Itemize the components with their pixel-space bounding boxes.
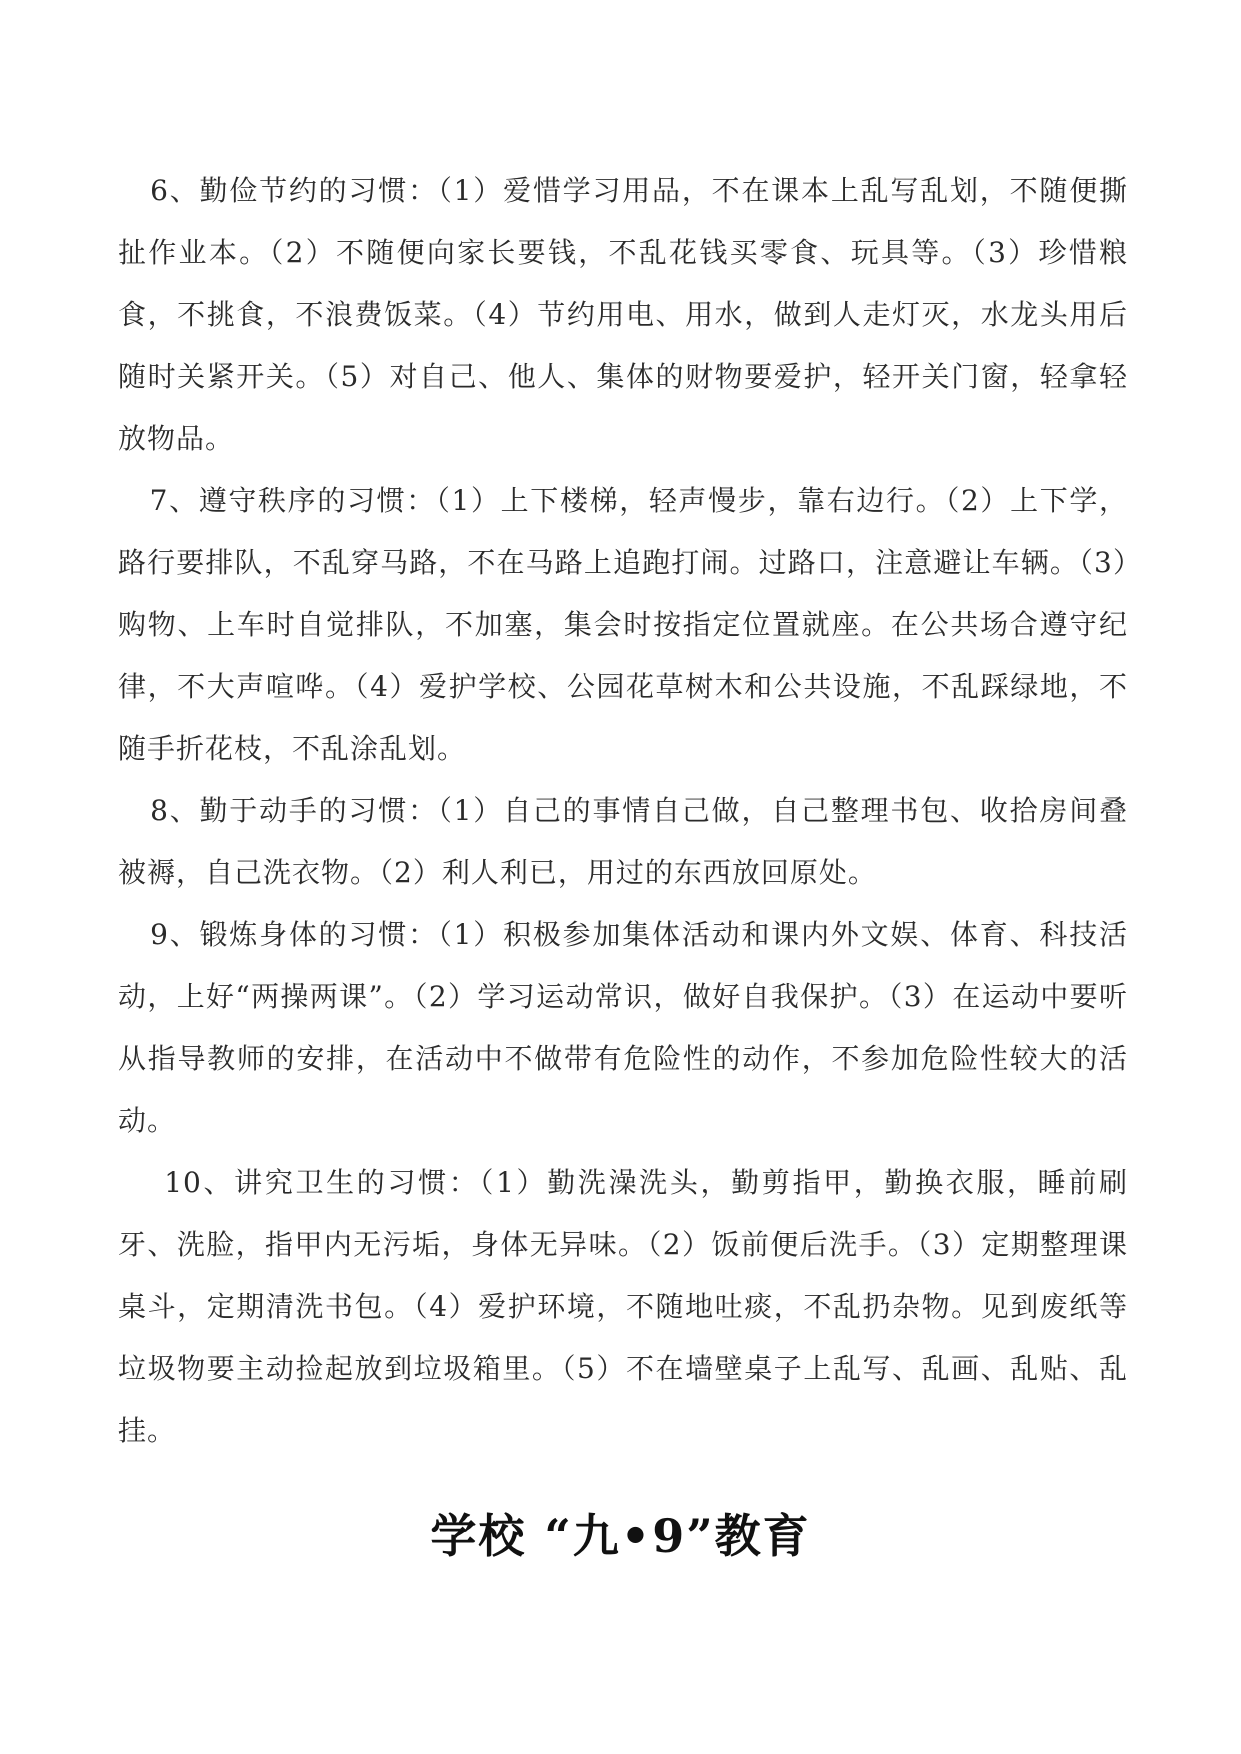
- paragraph-item-9: 9、锻炼身体的习惯：（1）积极参加集体活动和课内外文娱、体育、科技活动，上好“两操两课”。（2）学习运动常识，做好自我保护。（3）在运动中要听从指导教师的安排，在活动中不做带有危险性的动作，不参加危险性较大的活动。: [118, 918, 1128, 1137]
- paragraph-item-10: 10、讲究卫生的习惯：（1）勤洗澡洗头，勤剪指甲，勤换衣服，睡前刷牙、洗脸，指甲内无污垢，身体无异味。（2）饭前便后洗手。（3）定期整理课桌斗，定期清洗书包。（4）爱护环境，不随地吐痰，不乱扔杂物。见到废纸等垃圾物要主动捡起放到垃圾箱里。（5）不在墙壁桌子上乱写、乱画、乱贴、乱挂。: [118, 1166, 1128, 1447]
- section-heading: 学校 “九•9”教育: [430, 1509, 811, 1563]
- paragraph-item-8: 8、勤于动手的习惯：（1）自己的事情自己做，自己整理书包、收拾房间叠被褥，自己洗衣物。（2）利人利已，用过的东西放回原处。: [118, 794, 1128, 889]
- paragraph-item-6: 6、勤俭节约的习惯：（1）爱惜学习用品，不在课本上乱写乱划，不随便撕扯作业本。（2）不随便向家长要钱，不乱花钱买零食、玩具等。（3）珍惜粮食，不挑食，不浪费饭菜。（4）节约用电、用水，做到人走灯灭，水龙头用后随时关紧开关。（5）对自己、他人、集体的财物要爱护，轻开关门窗，轻拿轻放物品。: [118, 174, 1128, 455]
- paragraph-item-7: 7、遵守秩序的习惯：（1）上下楼梯，轻声慢步，靠右边行。（2）上下学，路行要排队，不乱穿马路，不在马路上追跑打闹。过路口，注意避让车辆。（3）购物、上车时自觉排队，不加塞，集会时按指定位置就座。在公共场合遵守纪律，不大声喧哗。（4）爱护学校、公园花草树木和公共设施，不乱踩绿地，不随手折花枝，不乱涂乱划。: [118, 484, 1128, 765]
- document-body: [118, 160, 1128, 1462]
